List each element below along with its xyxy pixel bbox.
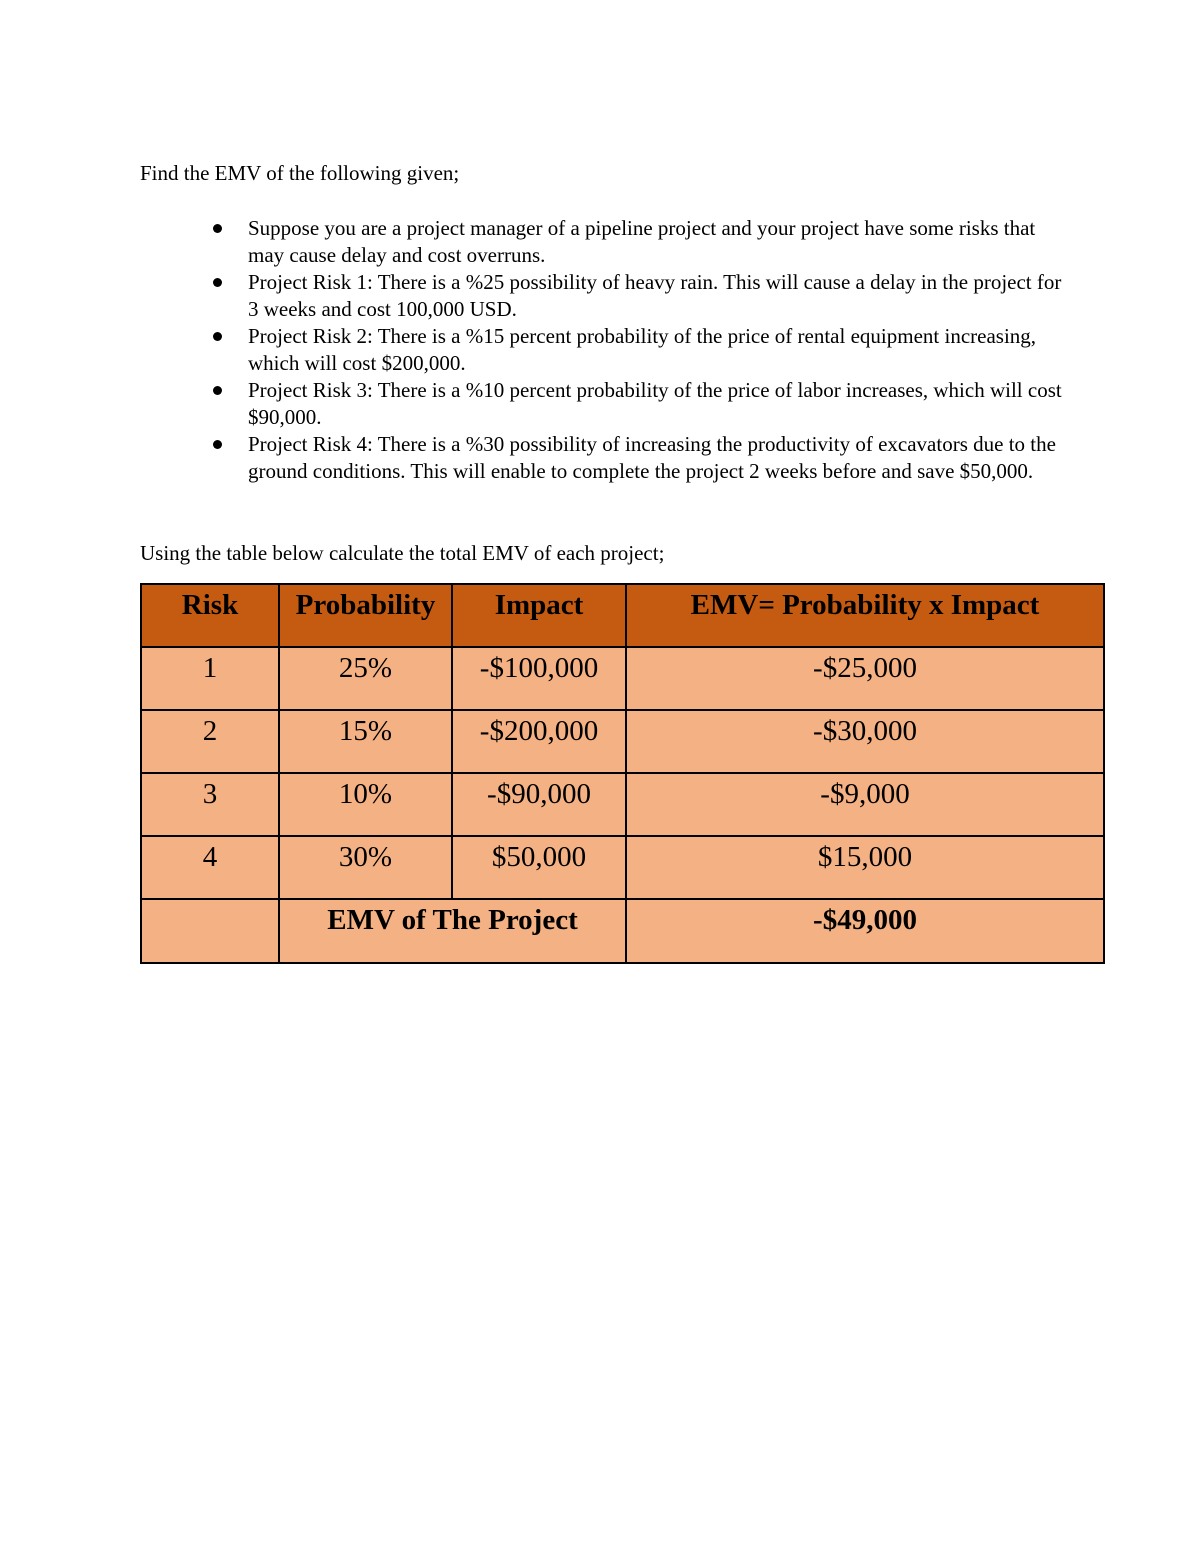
cell-risk: 3 bbox=[141, 773, 279, 836]
cell-emv: -$30,000 bbox=[626, 710, 1104, 773]
bullet-icon bbox=[213, 278, 222, 287]
cell-probability: 30% bbox=[279, 836, 452, 899]
header-probability: Probability bbox=[279, 584, 452, 647]
header-impact: Impact bbox=[452, 584, 626, 647]
table-row bbox=[141, 836, 1104, 899]
list-item-text: Project Risk 1: There is a %25 possibility of heavy rain. This will cause a delay in the project for 3 weeks and cost 100,000 USD. bbox=[248, 270, 1062, 321]
cell-impact: $50,000 bbox=[452, 836, 626, 899]
cell-emv: $15,000 bbox=[626, 836, 1104, 899]
list-item bbox=[248, 269, 1068, 323]
bullet-icon bbox=[213, 440, 222, 449]
cell-empty bbox=[141, 899, 279, 963]
intro-text: Find the EMV of the following given; bbox=[140, 161, 460, 185]
total-label: EMV of The Project bbox=[279, 899, 626, 963]
cell-impact: -$200,000 bbox=[452, 710, 626, 773]
table-total-row bbox=[141, 899, 1104, 963]
cell-risk: 4 bbox=[141, 836, 279, 899]
total-value: -$49,000 bbox=[626, 899, 1104, 963]
list-item bbox=[248, 377, 1068, 431]
cell-probability: 10% bbox=[279, 773, 452, 836]
bullet-icon bbox=[213, 386, 222, 395]
table-row bbox=[141, 773, 1104, 836]
emv-table bbox=[140, 583, 1105, 964]
table-intro-text: Using the table below calculate the total EMV of each project; bbox=[140, 541, 665, 565]
cell-impact: -$100,000 bbox=[452, 647, 626, 710]
cell-emv: -$9,000 bbox=[626, 773, 1104, 836]
list-item-text: Project Risk 4: There is a %30 possibility of increasing the productivity of excavators due to the ground conditions. This will enable to complete the project 2 weeks before and save $50,000. bbox=[248, 432, 1056, 483]
cell-emv: -$25,000 bbox=[626, 647, 1104, 710]
list-item-text: Project Risk 3: There is a %10 percent probability of the price of labor increases, which will cost $90,000. bbox=[248, 378, 1062, 429]
table-header-row bbox=[141, 584, 1104, 647]
header-emv: EMV= Probability x Impact bbox=[626, 584, 1104, 647]
table-row bbox=[141, 647, 1104, 710]
cell-impact: -$90,000 bbox=[452, 773, 626, 836]
cell-probability: 15% bbox=[279, 710, 452, 773]
cell-probability: 25% bbox=[279, 647, 452, 710]
list-item bbox=[248, 215, 1068, 269]
list-item-text: Suppose you are a project manager of a pipeline project and your project have some risks that may cause delay and cost overruns. bbox=[248, 216, 1036, 267]
table-row bbox=[141, 710, 1104, 773]
risk-list bbox=[248, 215, 1068, 485]
header-risk: Risk bbox=[141, 584, 279, 647]
list-item bbox=[248, 323, 1068, 377]
cell-risk: 2 bbox=[141, 710, 279, 773]
cell-risk: 1 bbox=[141, 647, 279, 710]
list-item-text: Project Risk 2: There is a %15 percent probability of the price of rental equipment increasing, which will cost $200,000. bbox=[248, 324, 1037, 375]
bullet-icon bbox=[213, 332, 222, 341]
list-item bbox=[248, 431, 1068, 485]
bullet-icon bbox=[213, 224, 222, 233]
